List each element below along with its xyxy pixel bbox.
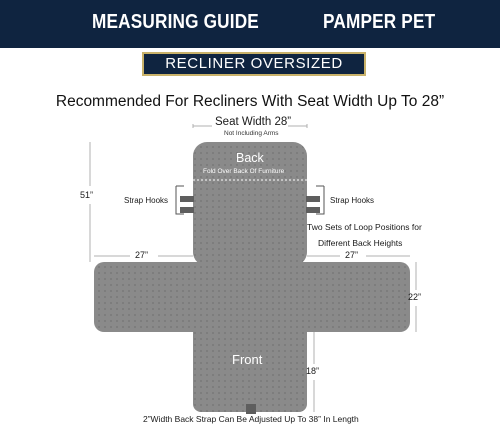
front-strap: [246, 404, 256, 414]
loop-note-line2: Different Back Heights: [318, 238, 403, 248]
measuring-guide-title: MEASURING GUIDE: [92, 11, 259, 33]
arm-height-label: 22”: [408, 292, 422, 302]
loop-note-line1: Two Sets of Loop Positions for: [307, 222, 422, 232]
strap-hook-left-upper: [180, 196, 194, 202]
brand-name: PAMPER PET: [323, 11, 436, 33]
strap-hooks-left-label: Strap Hooks: [124, 196, 169, 205]
strap-note: 2”Width Back Strap Can Be Adjusted Up To 38” In Length: [143, 414, 359, 424]
front-label: Front: [232, 352, 263, 367]
cover-shape: [94, 142, 410, 412]
strap-hook-left-lower: [180, 207, 194, 213]
back-height-label: 51”: [80, 190, 94, 200]
fold-note: Fold Over Back Of Furniture: [203, 168, 285, 175]
strap-hook-right-lower: [306, 207, 320, 213]
strap-hook-right-upper: [306, 196, 320, 202]
front-panel: [193, 262, 307, 412]
arm-left-label: 27”: [135, 250, 149, 260]
arm-right-label: 27”: [345, 250, 359, 260]
seat-width-note: Not Including Arms: [224, 130, 279, 137]
front-drop-label: 18”: [306, 366, 320, 376]
model-badge: RECLINER OVERSIZED: [142, 52, 366, 76]
recommendation-heading: Recommended For Recliners With Seat Width Up To 28”: [55, 93, 445, 110]
strap-hooks-right-label: Strap Hooks: [330, 196, 375, 205]
back-label: Back: [236, 151, 264, 165]
seat-width-label: Seat Width 28”: [215, 116, 292, 128]
